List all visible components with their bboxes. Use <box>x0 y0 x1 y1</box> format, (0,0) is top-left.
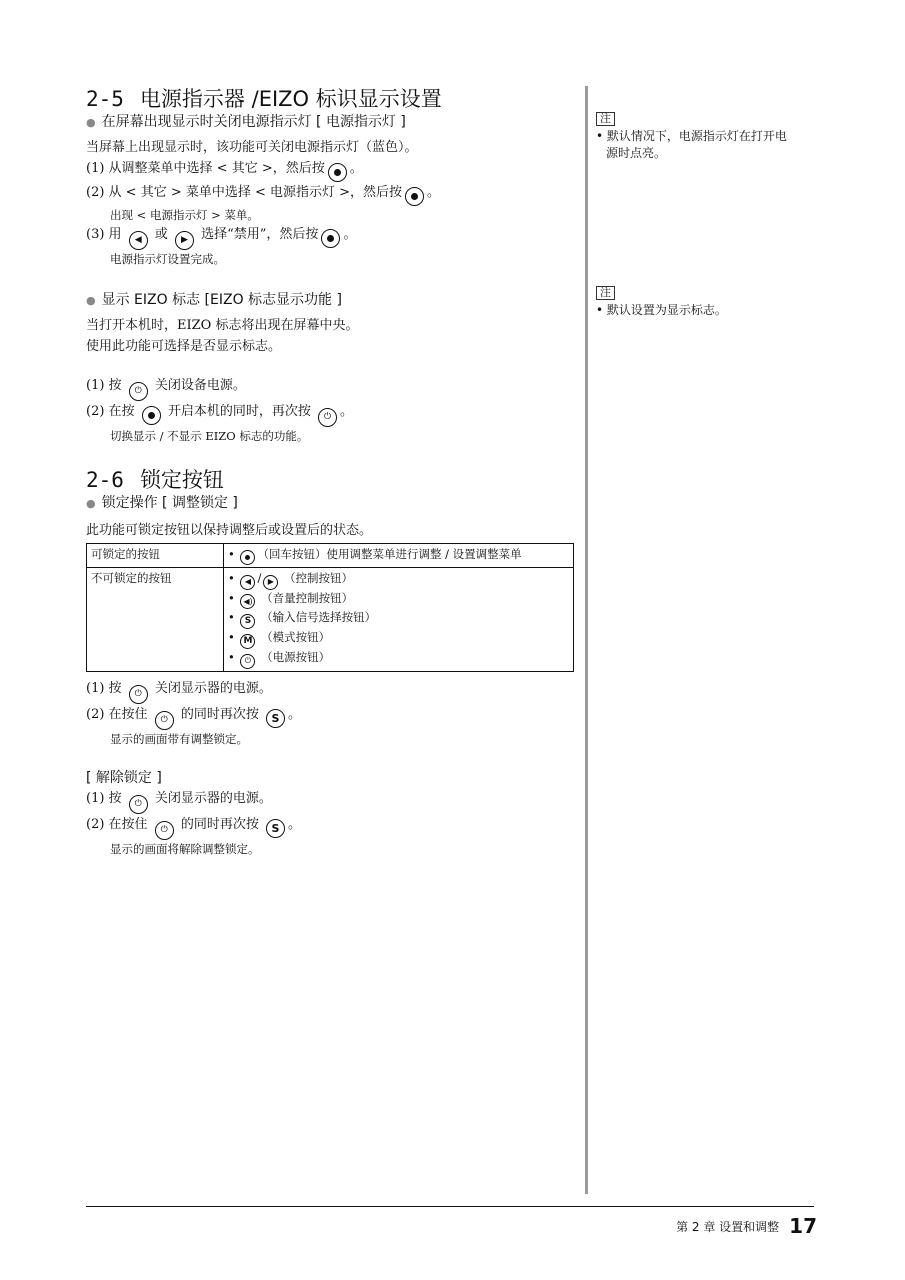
enter-button-icon <box>240 550 255 565</box>
paragraph-logo-2: 使用此功能可选择是否显示标志。 <box>86 339 282 354</box>
power-button-icon: ⏻ <box>129 382 148 401</box>
step-1: (1) 从调整菜单中选择 < 其它 >，然后按 。 <box>86 158 576 182</box>
enter-button-icon <box>142 406 161 425</box>
table-row <box>87 544 574 568</box>
note-text: • 默认情况下，电源指示灯在打开电 <box>596 129 787 143</box>
enter-button-icon <box>328 163 347 182</box>
unlock-step-2-result: 显示的画面将解除调整锁定。 <box>110 841 260 856</box>
section-2-5-heading <box>86 86 576 112</box>
unlock-heading: [ 解除锁定 ] <box>86 769 162 786</box>
main-column <box>86 86 576 858</box>
section-2-6-heading <box>86 467 576 493</box>
logo-step-2: (2) 在按 开启本机的同时，再次按 ⏻ 。 <box>86 401 576 427</box>
power-button-icon: ⏻ <box>318 408 337 427</box>
power-button-icon: ⏻ <box>155 711 174 730</box>
input-select-button-icon: S <box>266 819 285 838</box>
step-3: (3) 用 ◀ 或 ▶ 选择“禁用”，然后按 。 <box>86 224 576 250</box>
table-cell-value: • ◀ / ▶ （控制按钮） • ◀) （音量控制按钮） • S （输入信号选择按钮） • M （模式按钮） • ⏻ （电源按钮） <box>224 568 574 672</box>
power-button-icon: ⏻ <box>129 795 148 814</box>
mode-button-icon: M <box>240 634 255 649</box>
power-button-icon: ⏻ <box>129 685 148 704</box>
bullet-icon: ● <box>86 294 96 307</box>
page-number: 17 <box>789 1214 817 1238</box>
note-text: 源时点亮。 <box>606 146 667 160</box>
input-select-button-icon: S <box>266 709 285 728</box>
bullet-icon: ● <box>86 116 96 129</box>
note-text: • 默认设置为显示标志。 <box>596 303 727 317</box>
subheading-power-indicator: ● 在屏幕出现显示时关闭电源指示灯 [ 电源指示灯 ] <box>86 114 406 130</box>
logo-step-1: (1) 按 ⏻ 关闭设备电源。 <box>86 375 576 401</box>
unlock-step-1: (1) 按 ⏻ 关闭显示器的电源。 <box>86 788 576 814</box>
paragraph-intro: 当屏幕上出现显示时，该功能可关闭电源指示灯（蓝色）。 <box>86 140 418 155</box>
note-tag: 注 <box>596 286 615 300</box>
volume-button-icon: ◀) <box>240 594 255 609</box>
step-2-result: 出现 < 电源指示灯 > 菜单。 <box>110 208 259 222</box>
power-button-icon: ⏻ <box>240 654 255 669</box>
table-row <box>87 568 574 672</box>
unlock-step-2: (2) 在按住 ⏻ 的同时再次按 S 。 <box>86 814 576 840</box>
left-button-icon: ◀ <box>129 231 148 250</box>
power-button-icon: ⏻ <box>155 821 174 840</box>
step-2: (2) 从 < 其它 > 菜单中选择 < 电源指示灯 >，然后按 。 <box>86 182 576 206</box>
page-footer <box>676 1214 817 1238</box>
slash-separator: / <box>257 571 262 585</box>
lock-step-2-result: 显示的画面带有调整锁定。 <box>110 731 248 746</box>
section-number: 2-5 <box>86 87 124 111</box>
step-3-result: 电源指示灯设置完成。 <box>110 252 225 266</box>
footer-rule <box>86 1206 814 1207</box>
enter-button-icon <box>405 187 424 206</box>
subheading-lock: ● 锁定操作 [ 调整锁定 ] <box>86 495 238 511</box>
enter-button-icon <box>321 229 340 248</box>
column-divider <box>585 86 588 1194</box>
section-number: 2-6 <box>86 468 124 492</box>
lock-step-2: (2) 在按住 ⏻ 的同时再次按 S 。 <box>86 704 576 730</box>
left-button-icon: ◀ <box>240 575 255 590</box>
side-note-1 <box>596 110 836 162</box>
section-title: 锁定按钮 <box>139 468 224 492</box>
logo-step-2-result: 切换显示 / 不显示 EIZO 标志的功能。 <box>110 429 309 443</box>
paragraph-lock-intro: 此功能可锁定按钮以保持调整后或设置后的状态。 <box>86 523 373 538</box>
section-title: 电源指示器 /EIZO 标识显示设置 <box>139 87 442 111</box>
table-cell-label: 可锁定的按钮 <box>87 544 224 568</box>
table-cell-label: 不可锁定的按钮 <box>87 568 224 672</box>
side-note-2 <box>596 284 836 319</box>
right-button-icon: ▶ <box>263 575 278 590</box>
lock-step-1: (1) 按 ⏻ 关闭显示器的电源。 <box>86 678 576 704</box>
subheading-eizo-logo: ● 显示 EIZO 标志 [EIZO 标志显示功能 ] <box>86 292 342 308</box>
lock-table <box>86 543 574 672</box>
note-tag: 注 <box>596 112 615 126</box>
chapter-label: 第 2 章 设置和调整 <box>676 1220 780 1234</box>
input-select-button-icon: S <box>240 614 255 629</box>
right-button-icon: ▶ <box>175 231 194 250</box>
table-cell-value: • （回车按钮）使用调整菜单进行调整 / 设置调整菜单 <box>224 544 574 568</box>
bullet-icon: ● <box>86 497 96 510</box>
paragraph-logo-1: 当打开本机时，EIZO 标志将出现在屏幕中央。 <box>86 318 359 333</box>
